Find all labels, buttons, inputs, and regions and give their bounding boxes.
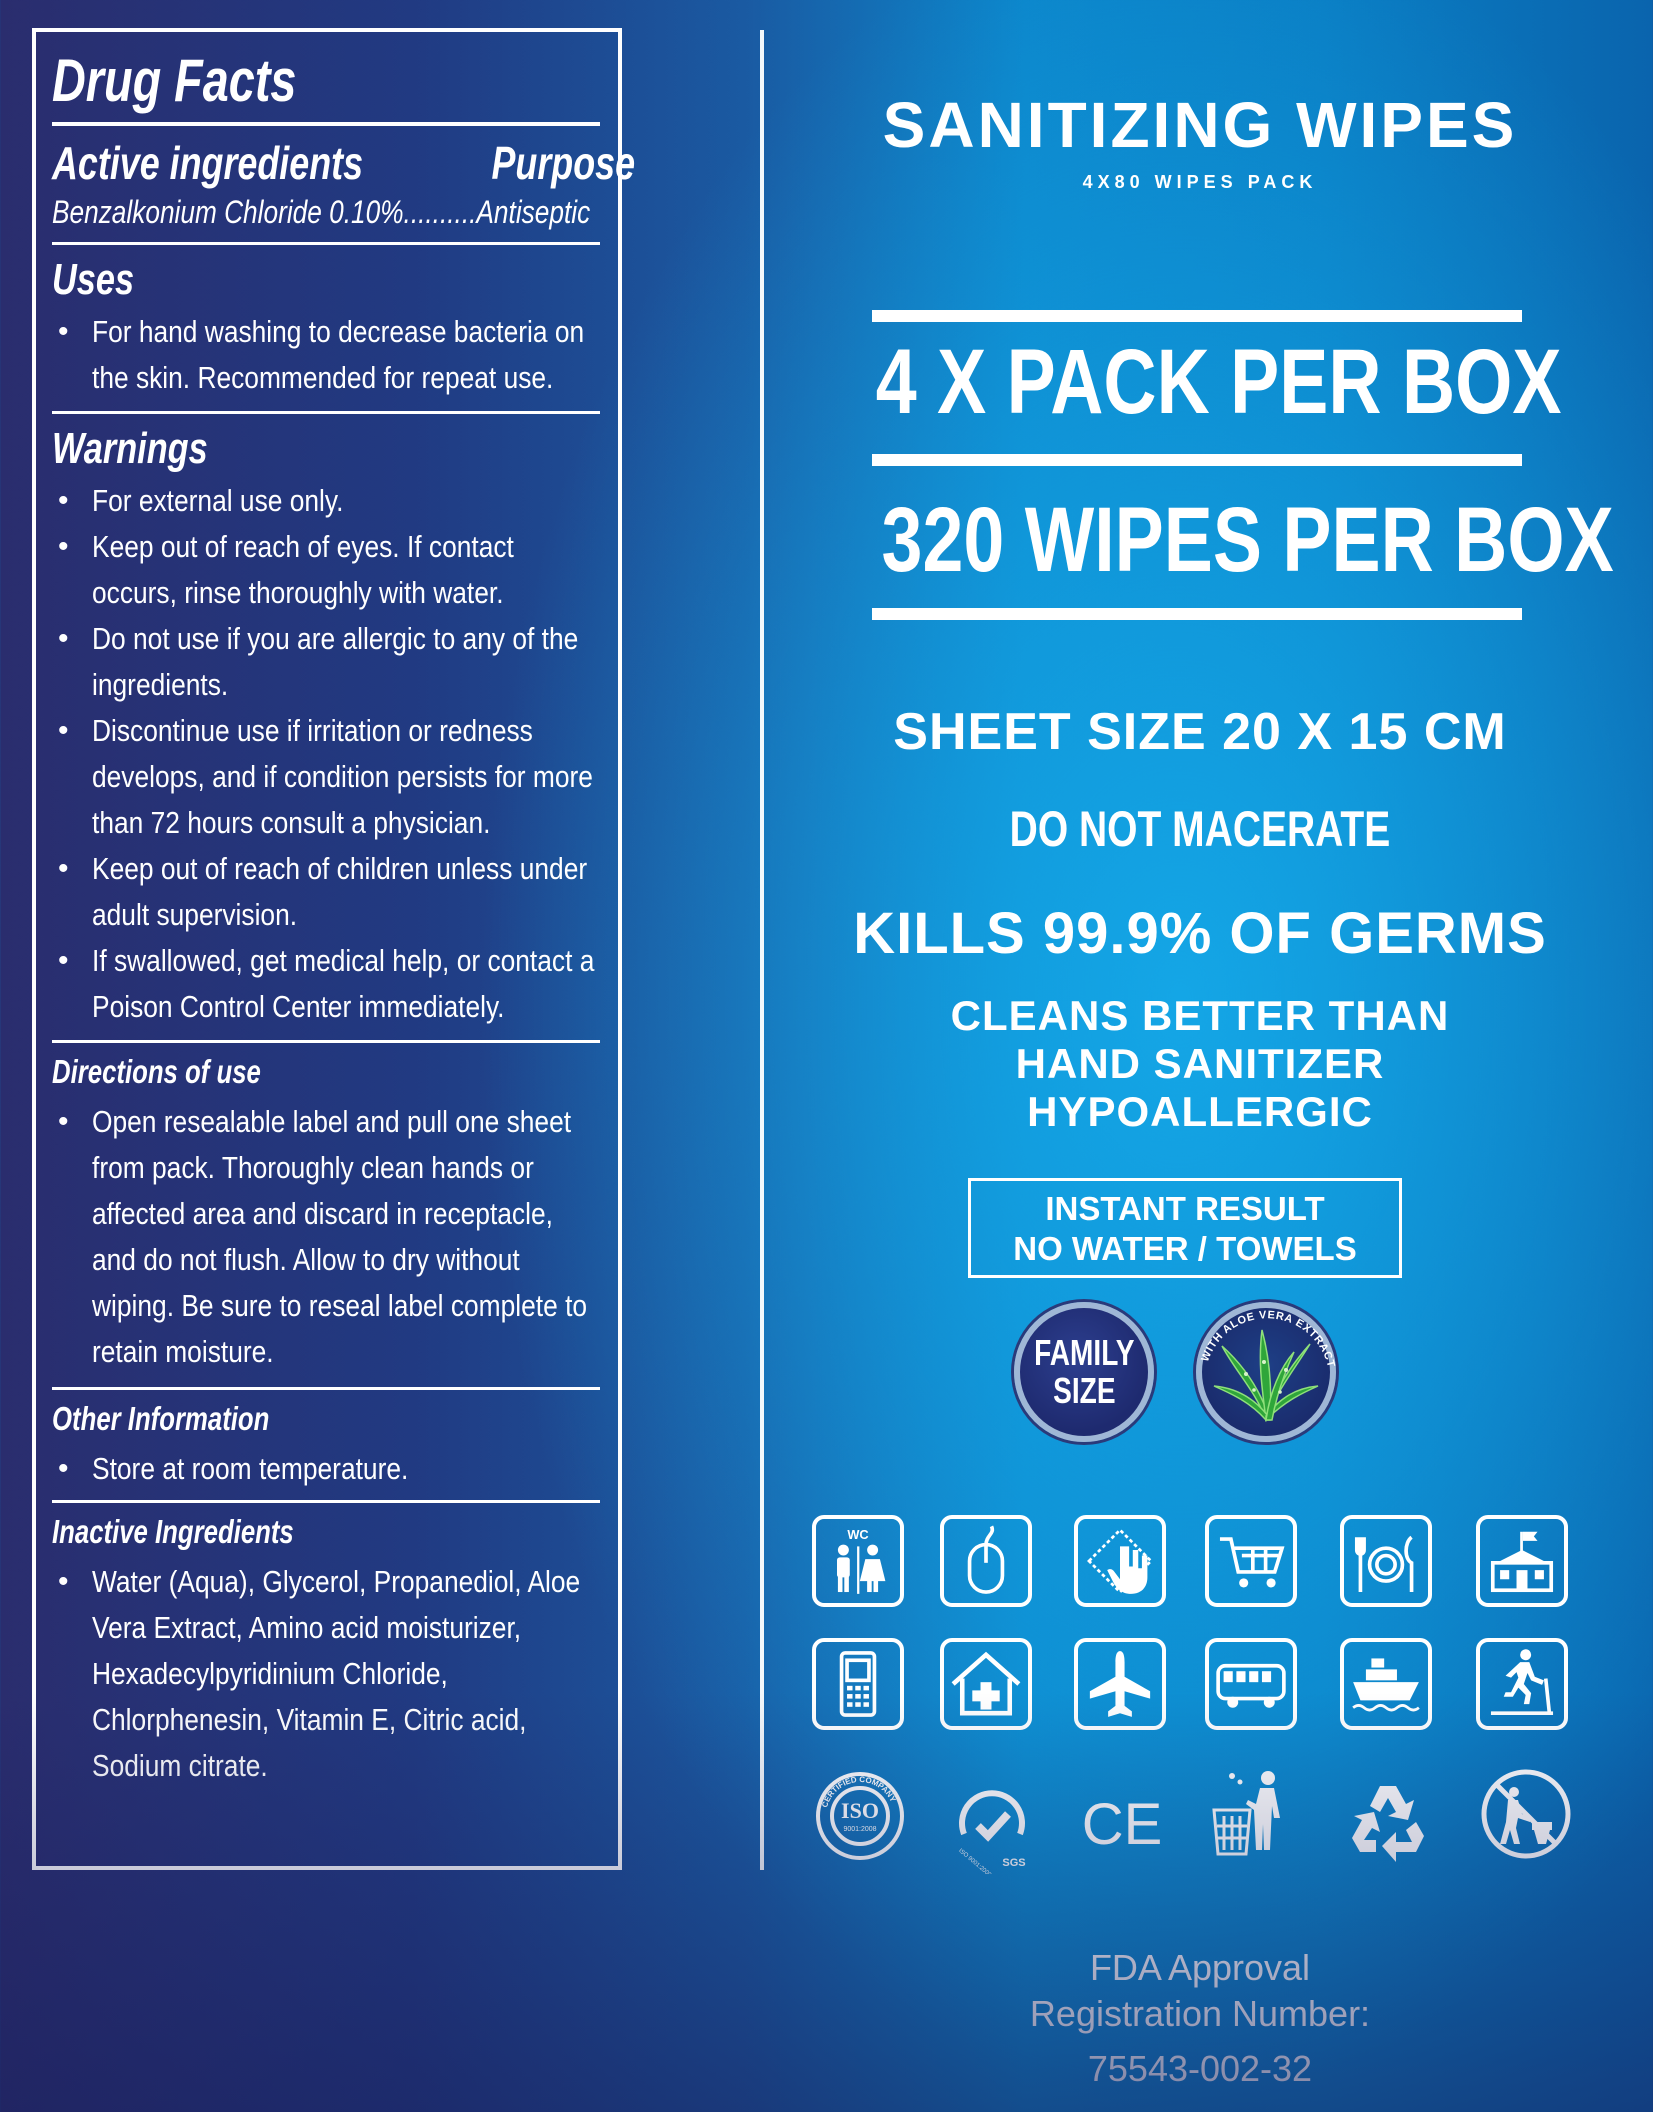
restroom-icon bbox=[812, 1515, 904, 1607]
warnings-heading: Warnings bbox=[52, 424, 208, 473]
panel-divider bbox=[760, 30, 764, 1870]
claims-block bbox=[790, 992, 1610, 1136]
bar-middle bbox=[872, 454, 1522, 466]
list-item: • Keep out of reach of children unless under adult supervision. bbox=[52, 846, 600, 938]
shopping-cart-icon bbox=[1205, 1515, 1297, 1607]
ce-mark-icon bbox=[1074, 1778, 1170, 1874]
packs-per-box-wrap bbox=[790, 330, 1610, 435]
airplane-icon bbox=[1074, 1638, 1166, 1730]
dispose-bin-icon bbox=[1200, 1766, 1296, 1862]
list-item: • If swallowed, get medical help, or contact a Poison Control Center immediately. bbox=[52, 938, 600, 1030]
packs-per-box: 4 X PACK PER BOX bbox=[875, 331, 1562, 433]
claim-hypoallergic: HYPOALLERGIC bbox=[1027, 1088, 1373, 1135]
svg-text:SGS: SGS bbox=[1002, 1857, 1026, 1869]
svg-text:ISO: ISO bbox=[841, 1798, 879, 1823]
macerate-wrap bbox=[790, 800, 1610, 858]
no-water-towels-text: NO WATER / TOWELS bbox=[1013, 1230, 1357, 1267]
bar-top bbox=[872, 310, 1522, 322]
claim-cleans-better: CLEANS BETTER THAN bbox=[950, 992, 1450, 1039]
iso-certified-icon bbox=[812, 1768, 908, 1864]
mobile-phone-icon bbox=[812, 1638, 904, 1730]
other-information-heading: Other Information bbox=[52, 1400, 270, 1437]
ship-icon bbox=[1340, 1638, 1432, 1730]
active-ingredients-heading: Active ingredients bbox=[52, 137, 364, 189]
bar-bottom bbox=[872, 608, 1522, 620]
svg-text:ISO 9001:2000: ISO 9001:2000 bbox=[957, 1847, 993, 1874]
recycle-icon bbox=[1340, 1772, 1436, 1868]
registration-number: 75543-002-32 bbox=[1087, 2048, 1313, 2089]
do-not-macerate: DO NOT MACERATE bbox=[1009, 801, 1391, 857]
family-size-line-1: FAMILY bbox=[1033, 1332, 1135, 1373]
drug-facts-panel bbox=[32, 28, 635, 1870]
product-name: SANITIZING WIPES bbox=[882, 89, 1518, 161]
svg-text:CE: CE bbox=[1081, 1792, 1163, 1857]
divider-rule bbox=[52, 411, 600, 414]
dining-icon bbox=[1340, 1515, 1432, 1607]
svg-text:WITH ALOE VERA EXTRACT: WITH ALOE VERA EXTRACT bbox=[1199, 1309, 1338, 1370]
school-icon bbox=[1476, 1515, 1568, 1607]
aloe-badge-arc-text bbox=[1181, 1287, 1351, 1457]
divider-rule bbox=[52, 1387, 600, 1390]
computer-mouse-icon bbox=[940, 1515, 1032, 1607]
gym-treadmill-icon bbox=[1476, 1638, 1568, 1730]
hand-touch-icon bbox=[1074, 1515, 1166, 1607]
fda-approval-block bbox=[790, 1945, 1610, 2037]
instant-result-box bbox=[968, 1178, 1402, 1278]
active-ingredient-line: Benzalkonium Chloride 0.10%..........Antiseptic bbox=[52, 194, 591, 230]
active-ingredients-header-row bbox=[52, 136, 635, 194]
divider-rule bbox=[52, 1040, 600, 1043]
list-item: • Keep out of reach of eyes. If contact occurs, rinse thoroughly with water. bbox=[52, 524, 600, 616]
inactive-ingredients-heading: Inactive Ingredients bbox=[52, 1513, 294, 1550]
kills-germs-claim: KILLS 99.9% OF GERMS bbox=[853, 901, 1547, 966]
do-not-flush-icon bbox=[1478, 1766, 1574, 1862]
other-information-list bbox=[52, 1446, 600, 1492]
divider-rule bbox=[52, 242, 600, 245]
list-item: • Discontinue use if irritation or redness develops, and if condition persists for more than 72 hours consult a physician. bbox=[52, 708, 600, 846]
wipes-per-box-wrap bbox=[790, 488, 1614, 593]
list-item: • For hand washing to decrease bacteria on the skin. Recommended for repeat use. bbox=[52, 309, 600, 401]
divider-rule bbox=[52, 1500, 600, 1503]
svg-text:WC: WC bbox=[847, 1527, 869, 1543]
svg-text:9001:2008: 9001:2008 bbox=[843, 1826, 877, 1833]
list-item: • Do not use if you are allergic to any of the ingredients. bbox=[52, 616, 600, 708]
registration-number-label: Registration Number: bbox=[1029, 1993, 1371, 2034]
claim-hand-sanitizer: HAND SANITIZER bbox=[1015, 1040, 1385, 1087]
uses-heading: Uses bbox=[52, 255, 135, 304]
pack-subtitle: 4X80 WIPES PACK bbox=[1082, 172, 1318, 192]
warnings-list bbox=[52, 478, 600, 1030]
drug-facts-title: Drug Facts bbox=[52, 47, 297, 114]
bus-icon bbox=[1205, 1638, 1297, 1730]
family-size-line-2: SIZE bbox=[1052, 1370, 1116, 1411]
fda-approval-label: FDA Approval bbox=[1089, 1947, 1311, 1988]
family-size-badge bbox=[1014, 1302, 1154, 1442]
list-item: • Water (Aqua), Glycerol, Propanediol, Aloe Vera Extract, Amino acid moisturizer, Hexadecylpyridinium Chloride, Chlorphenesin, Vitamin E, Citric acid, Sodium citrate. bbox=[52, 1559, 600, 1789]
wipes-per-box: 320 WIPES PER BOX bbox=[881, 489, 1614, 591]
directions-heading: Directions of use bbox=[52, 1053, 261, 1090]
list-item: • Store at room temperature. bbox=[52, 1446, 600, 1492]
directions-list bbox=[52, 1099, 600, 1375]
aloe-vera-badge bbox=[1196, 1302, 1336, 1442]
list-item: • Open resealable label and pull one sheet from pack. Thoroughly clean hands or affected area and discard in receptacle, and do not flush. Allow to dry without wiping. Be sure to reseal label complete to retain moisture. bbox=[52, 1099, 600, 1375]
sgs-icon bbox=[944, 1778, 1040, 1874]
instant-result-text: INSTANT RESULT bbox=[1045, 1190, 1325, 1227]
purpose-heading: Purpose bbox=[491, 137, 635, 189]
uses-list bbox=[52, 309, 600, 401]
inactive-ingredients-list bbox=[52, 1559, 600, 1789]
svg-text:CERTIFIED COMPANY: CERTIFIED COMPANY bbox=[820, 1774, 898, 1809]
hospital-icon bbox=[940, 1638, 1032, 1730]
divider-rule bbox=[52, 122, 600, 126]
list-item: • For external use only. bbox=[52, 478, 600, 524]
sheet-size: SHEET SIZE 20 X 15 CM bbox=[893, 703, 1507, 761]
